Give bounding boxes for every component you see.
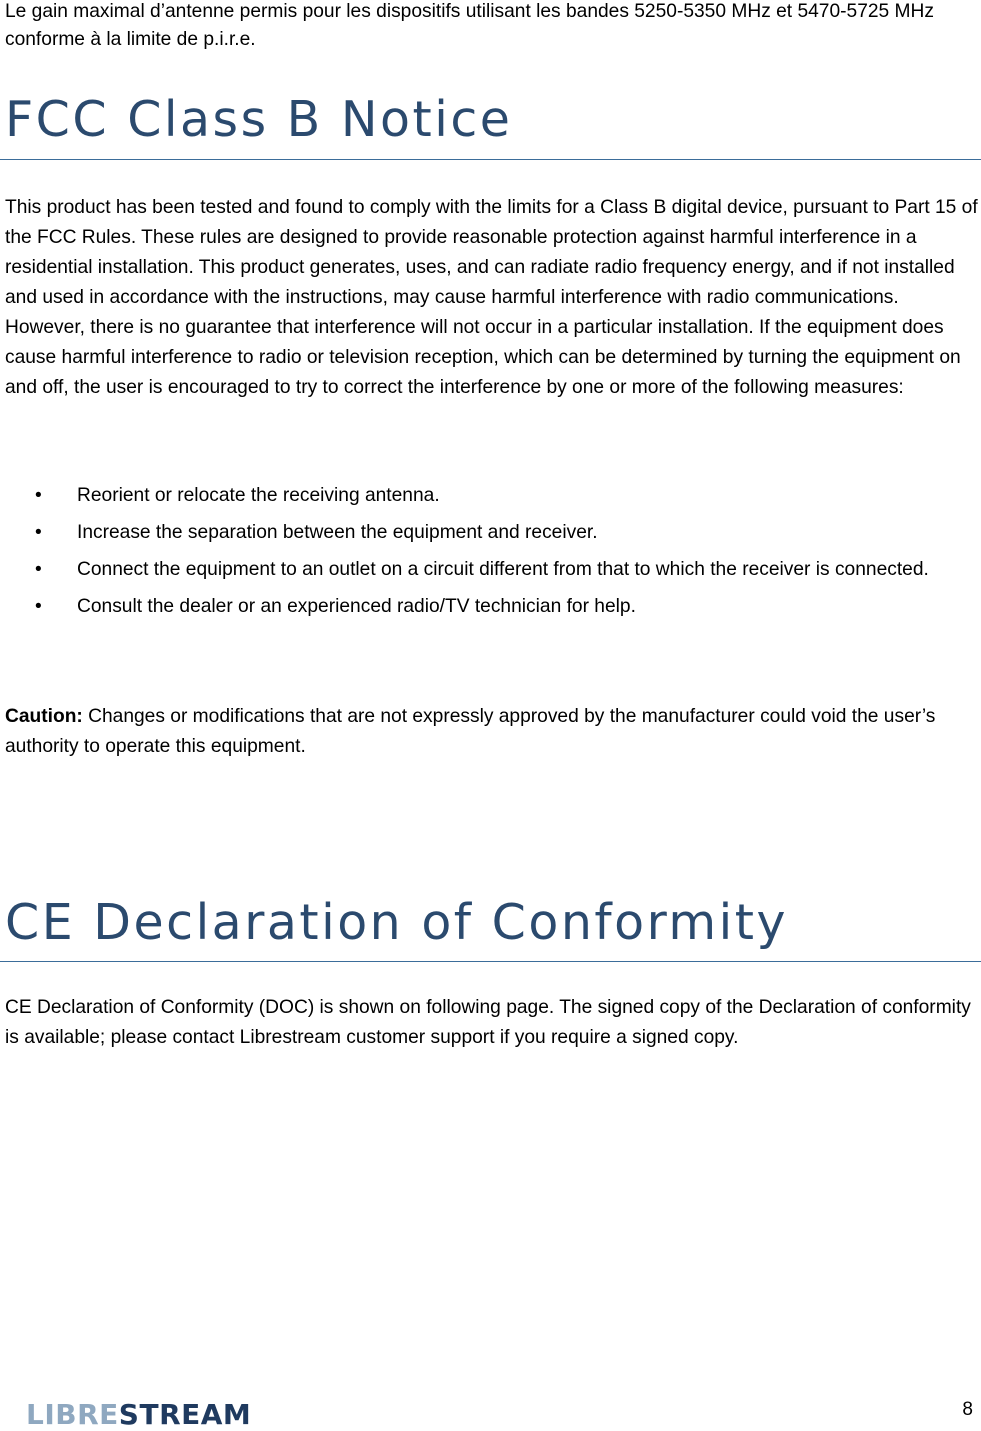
caution-paragraph [5,702,977,762]
fcc-section-heading: FCC Class B Notice [5,91,513,148]
list-item [5,596,981,618]
ce-body-paragraph: CE Declaration of Conformity (DOC) is shown on following page. The signed copy of the Declaration of conformity is available; please contact Librestream customer support if you require a signed copy. [5,997,971,1048]
fcc-heading-divider [0,159,981,160]
bullet-icon: • [35,522,42,543]
list-item-text: Reorient or relocate the receiving antenna. [77,485,440,506]
bullet-icon: • [35,559,42,580]
logo-text-stream: STREAM [118,1398,252,1431]
list-item-text: Increase the separation between the equipment and receiver. [77,522,598,543]
bullet-icon: • [35,596,42,617]
ce-heading-divider [0,961,981,962]
bullet-icon: • [35,485,42,506]
fcc-measures-list [5,485,981,633]
list-item [5,559,981,581]
logo-text-libre: LIBRE [26,1398,119,1431]
ce-section-heading: CE Declaration of Conformity [5,894,788,951]
list-item [5,522,981,544]
librestream-logo [26,1399,251,1431]
caution-label: Caution: [5,706,83,727]
page-number: 8 [962,1399,973,1420]
fcc-body-paragraph: This product has been tested and found to comply with the limits for a Class B digital device, pursuant to Part 15 of the FCC Rules. These rules are designed to provide reasonable protection against harmful interference in a residential installation. This product generates, uses, and can radiate radio frequency energy, and if not installed and used in accordance with the instructions, may cause harmful interference with radio communications. However, there is no guarantee that interference will not occur in a particular installation. If the equipment does cause harmful interference to radio or television reception, which can be determined by turning the equipment on and off, the user is encouraged to try to correct the interference by one or more of the following measures: [5,197,978,398]
list-item-text: Consult the dealer or an experienced radio/TV technician for help. [77,596,636,617]
list-item-text: Connect the equipment to an outlet on a circuit different from that to which the receiver is connected. [77,559,929,580]
intro-paragraph: Le gain maximal d’antenne permis pour les dispositifs utilisant les bandes 5250-5350 MHz et 5470-5725 MHz conforme à la limite de p.i.r.e. [5,1,934,50]
list-item [5,485,981,507]
caution-text: Changes or modifications that are not expressly approved by the manufacturer could void the user’s authority to operate this equipment. [5,706,936,757]
